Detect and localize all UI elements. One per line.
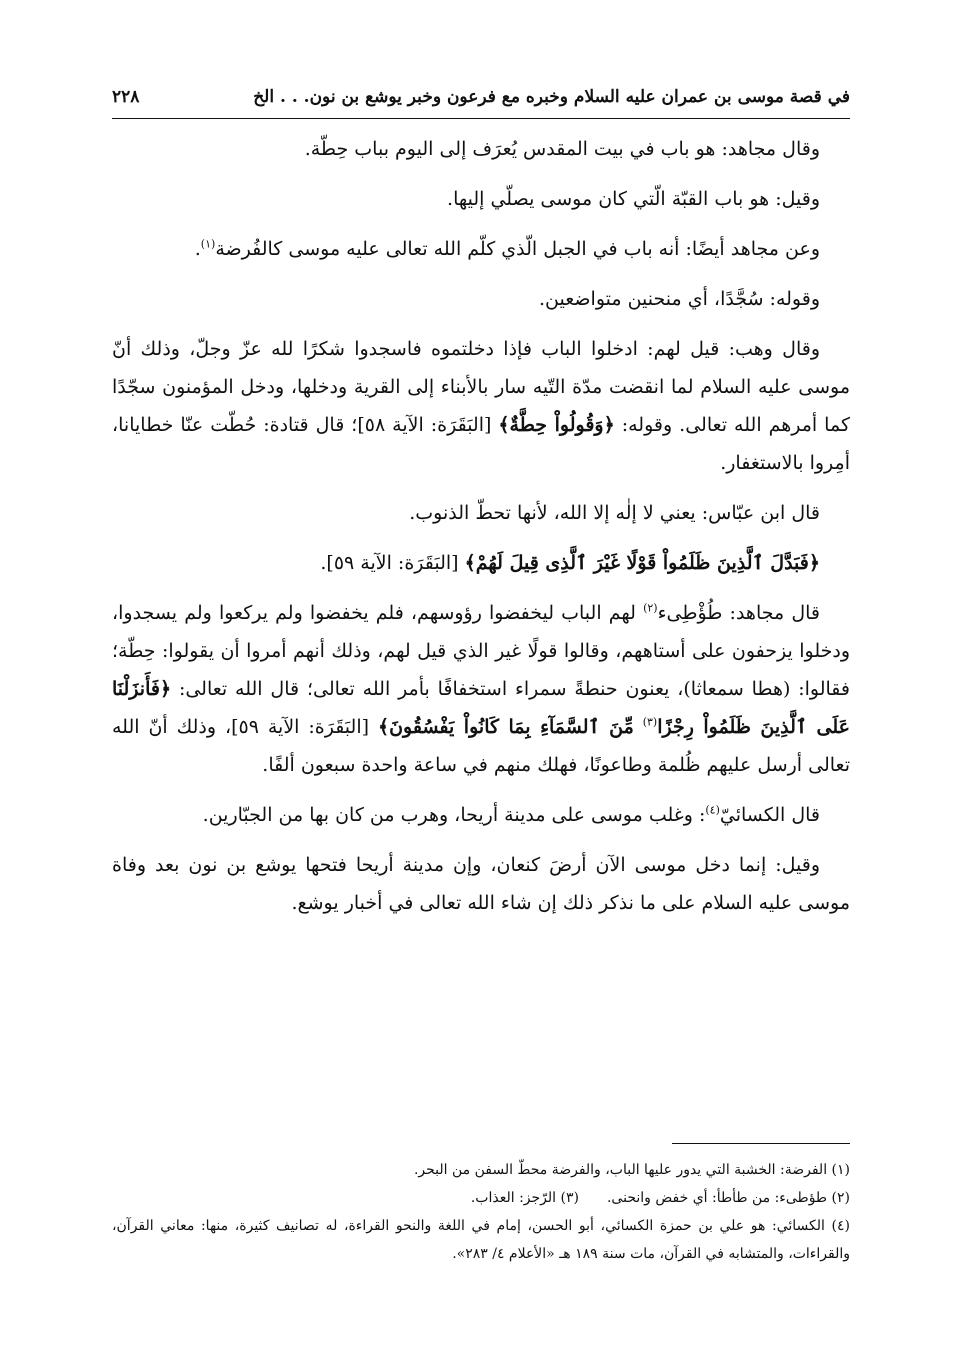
paragraph xyxy=(112,230,850,268)
paragraph xyxy=(112,330,850,482)
paragraph xyxy=(112,846,850,922)
paragraph xyxy=(112,494,850,532)
footnote-ref: (٣) xyxy=(642,715,658,729)
paragraph xyxy=(112,180,850,218)
paragraph-text: وعن مجاهد أيضًا: أنه باب في الجبل الّذي كلّم الله تعالى عليه موسى كالفُرضة xyxy=(215,238,820,260)
paragraph-text: وقوله: سُجَّدًا، أي منحنين متواضعين. xyxy=(539,288,820,310)
paragraph-text: قال الكسائيّ xyxy=(719,804,820,826)
footnote: (٣) الرّجز: العذاب. xyxy=(470,1190,579,1206)
footnote-ref: (٢) xyxy=(643,601,658,615)
quran-verse: مِّنَ ٱلسَّمَآءِ بِمَا كَانُواْ يَفْسُقُونَ﴾ xyxy=(377,716,634,738)
paragraph-text: قال ابن عبّاس: يعني لا إلٰه إلا الله، لأنها تحطّ الذنوب. xyxy=(409,502,820,524)
paragraph-text: . xyxy=(194,238,201,260)
paragraph-text: : وغلب موسى على مدينة أريحا، وهرب من كان بها من الجبّارين. xyxy=(202,804,706,826)
paragraph xyxy=(112,796,850,834)
paragraph-text: قال مجاهد: طُؤْطِىء xyxy=(657,602,820,624)
paragraph xyxy=(112,130,850,168)
paragraph-text: [البَقَرَة: الآية ٥٩]، وذلك أنّ الله تعالى أرسل عليهم ظُلمة وطاعونًا، فهلك منهم في ساعة واحدة سبعون ألفًا. xyxy=(112,716,850,776)
paragraph-text: وقيل: هو باب القبّة الّتي كان موسى يصلّي إليها. xyxy=(447,188,820,210)
footnote-row xyxy=(112,1184,850,1212)
paragraph-text: وقيل: إنما دخل موسى الآن أرضَ كنعان، وإن مدينة أريحا فتحها يوشع بن نون بعد وفاة موسى عليه السلام على ما نذكر ذلك إن شاء الله تعالى في أخبار يوشع. xyxy=(112,854,850,914)
footnote-ref: (١) xyxy=(200,237,216,251)
quran-verse: ﴿فَأَنزَلْنَا عَلَى ٱلَّذِينَ ظَلَمُواْ رِجْزًا xyxy=(112,678,850,738)
paragraph-text: وقال وهب: قيل لهم: ادخلوا الباب فإذا دخلتموه فاسجدوا شكرًا لله عزّ وجلّ، وذلك أنّ موسى عليه السلام لما انقضت مدّة التّيه سار بالأبناء إلى القرية ودخلها، ودخل المؤمنون سجّدًا كما أمرهم الله تعالى. وقوله: xyxy=(112,338,850,436)
footnote-rule xyxy=(672,1143,850,1144)
verse-reference: [البَقَرَة: الآية ٥٩]. xyxy=(320,552,459,574)
footnote: (٢) طؤطىء: من طأطأ: أي خفض وانحنى. xyxy=(606,1190,850,1206)
running-title: في قصة موسى بن عمران عليه السلام وخبره مع فرعون وخبر يوشع بن نون. . . الخ xyxy=(253,87,850,107)
quran-verse: ﴿وَقُولُواْ حِطَّةٌ﴾ xyxy=(498,414,615,436)
paragraph xyxy=(112,280,850,318)
paragraph xyxy=(112,594,850,784)
paragraph-text: وقال مجاهد: هو باب في بيت المقدس يُعرَف إلى اليوم بباب حِطّة. xyxy=(304,138,820,160)
page-number: ٢٢٨ xyxy=(112,87,140,107)
footnote-ref: (٤) xyxy=(705,803,720,817)
paragraph-text: [البَقَرَة: الآية ٥٨]؛ قال قتادة: حُطّت عنّا خطايانا، أمِروا بالاستغفار. xyxy=(112,414,850,474)
main-text xyxy=(112,130,850,934)
quran-verse: ﴿فَبَدَّلَ ٱلَّذِينَ ظَلَمُواْ قَوْلًا غَيْرَ ٱلَّذِى قِيلَ لَهُمْ﴾ xyxy=(464,552,820,574)
page-header xyxy=(112,82,850,112)
header-rule xyxy=(112,118,850,119)
paragraph-text: لهم الباب ليخفضوا رؤوسهم، فلم يخفضوا ولم يركعوا ولم يسجدوا، ودخلوا يزحفون على أستاههم، وقالوا قولًا غير الذي قيل لهم، وذلك أنهم أمروا أن يقولوا: حِطّة؛ فقالوا: (هطا سمعاثا)، يعنون حنطةً سمراء استخفافًا بأمر الله تعالى؛ قال الله تعالى: xyxy=(112,602,850,700)
footnote: (٤) الكسائي: هو علي بن حمزة الكسائي، أبو الحسن، إمام في اللغة والنحو القراءة، له تصانيف كثيرة، منها: معاني القرآن، والقراءات، والمتشابه في القرآن، مات سنة ١٨٩ هـ «الأعلام ٤/ ٢٨٣». xyxy=(112,1218,850,1262)
footnote: (١) الفرضة: الخشبة التي يدور عليها الباب، والفرضة محطّ السفن من البحر. xyxy=(413,1162,850,1178)
paragraph xyxy=(112,544,850,582)
footnotes xyxy=(112,1156,850,1268)
